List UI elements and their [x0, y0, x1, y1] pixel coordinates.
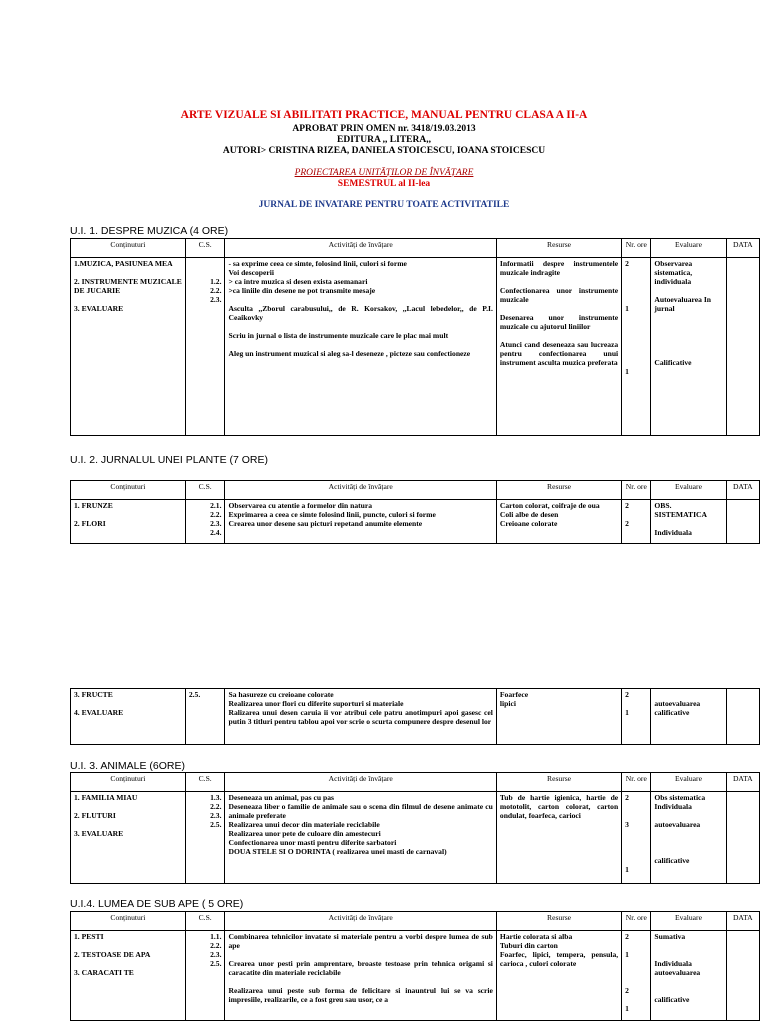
content-cell: 1. FRUNZE 2. FLORI: [71, 500, 186, 544]
table-header-row: [71, 239, 760, 258]
col-header: DATA: [726, 481, 759, 500]
col-header: Resurse: [496, 239, 621, 258]
col-header: C.S.: [185, 481, 225, 500]
activities-cell: Sa hasureze cu creioane colorate Realizarea unor flori cu diferite suporturi si materiale Ralizarea unui desen caruia ii vor atribui cele patru anotimpuri apoi gasesc cel putin 3 titluri pentru tablou apoi vor scrie o scurta compunere despre desenul lor: [225, 689, 496, 745]
date-cell: [726, 689, 759, 745]
col-header: Evaluare: [651, 481, 726, 500]
unit-3-table: [70, 772, 760, 884]
table-row: [71, 500, 760, 544]
table-row: [71, 792, 760, 884]
cs-cell: 2.1. 2.2. 2.3. 2.4.: [185, 500, 225, 544]
col-header: C.S.: [185, 239, 225, 258]
date-cell: [726, 792, 759, 884]
resources-cell: Hartie colorata si alba Tuburi din carton Foarfec, lipici, tempera, pensula, carioca , culori colorate: [496, 931, 621, 1021]
col-header: Evaluare: [651, 773, 726, 792]
col-header: Resurse: [496, 912, 621, 931]
semester-heading: SEMESTRUL al II-lea: [337, 179, 431, 189]
content-cell: 1.MUZICA, PASIUNEA MEA 2. INSTRUMENTE MUZICALE DE JUCARIE 3. EVALUARE: [71, 258, 186, 436]
cs-cell: 1.2. 2.2. 2.3.: [185, 258, 225, 436]
col-header: Resurse: [496, 773, 621, 792]
table-header-row: [71, 912, 760, 931]
col-header: Conținuturi: [71, 912, 186, 931]
col-header: Nr. ore: [622, 481, 651, 500]
col-header: Activități de învățare: [225, 481, 496, 500]
col-header: Conținuturi: [71, 239, 186, 258]
col-header: Activități de învățare: [225, 239, 496, 258]
evaluation-cell: autoevaluarea calificative: [651, 689, 726, 745]
activities-cell: Combinarea tehnicilor invatate si materiale pentru a vorbi despre lumea de sub ape Crearea unor pesti prin amprentare, broaste testoase prin tehnica origami si caracatite din materiale reciclabile Realizarea unui peste sub forma de felicitare si inauntrul lui se va scrie impresiile, realizarile, ce a fost greu sau usor, ce a: [225, 931, 496, 1021]
table-row: [71, 258, 760, 436]
evaluation-cell: Observarea sistematica, individuala Autoevaluarea In jurnal Calificative: [651, 258, 726, 436]
journal-heading: JURNAL DE INVATARE PENTRU TOATE ACTIVITATILE: [258, 200, 510, 210]
col-header: DATA: [726, 773, 759, 792]
col-header: Evaluare: [651, 912, 726, 931]
document-title: ARTE VIZUALE SI ABILITATI PRACTICE, MANUAL PENTRU CLASA A II-A: [180, 109, 588, 121]
activities-cell: Deseneaza un animal, pas cu pas Deseneaza liber o familie de animale sau o scena din filmul de desene animate cu animale preferate Realizarea unui decor din materiale reciclabile Realizarea unor pete de culoare din amestecuri Confectionarea unor masti pentru diferite sarbatori DOUA STELE SI O DORINTA ( realizarea unei masti de carnaval): [225, 792, 496, 884]
hours-cell: 2 2: [622, 500, 651, 544]
col-header: Resurse: [496, 481, 621, 500]
cs-cell: 2.5.: [185, 689, 225, 745]
col-header: Conținuturi: [71, 773, 186, 792]
date-cell: [726, 931, 759, 1021]
col-header: Evaluare: [651, 239, 726, 258]
table-row: [71, 931, 760, 1021]
col-header: Nr. ore: [622, 773, 651, 792]
hours-cell: 2 1: [622, 689, 651, 745]
unit-2-continued-table: [70, 688, 760, 745]
evaluation-cell: Sumativa Individuala autoevaluarea calificative: [651, 931, 726, 1021]
cs-cell: 1.3. 2.2. 2.3. 2.5.: [185, 792, 225, 884]
col-header: Activități de învățare: [225, 912, 496, 931]
unit-3-title: U.I. 3. ANIMALE (6ORE): [70, 760, 185, 772]
unit-2-title: U.I. 2. JURNALUL UNEI PLANTE (7 ORE): [70, 454, 268, 466]
col-header: DATA: [726, 912, 759, 931]
hours-cell: 2 1 1: [622, 258, 651, 436]
table-header-row: [71, 481, 760, 500]
hours-cell: 2 1 2 1: [622, 931, 651, 1021]
resources-cell: Tub de hartie igienica, hartie de mototolit, carton colorat, carton ondulat, foarfeca, carioci: [496, 792, 621, 884]
col-header: Nr. ore: [622, 239, 651, 258]
col-header: DATA: [726, 239, 759, 258]
unit-1-title: U.I. 1. DESPRE MUZICA (4 ORE): [70, 225, 229, 237]
col-header: C.S.: [185, 912, 225, 931]
evaluation-cell: OBS. SISTEMATICA Individuala: [651, 500, 726, 544]
planning-heading: PROIECTAREA UNITĂȚILOR DE ÎNVĂȚARE: [294, 168, 474, 178]
col-header: Activități de învățare: [225, 773, 496, 792]
authors-line: AUTORI> CRISTINA RIZEA, DANIELA STOICESCU, IOANA STOICESCU: [222, 146, 546, 156]
content-cell: 1. PESTI 2. TESTOASE DE APA 3. CARACATI TE: [71, 931, 186, 1021]
unit-4-table: [70, 911, 760, 1021]
unit-1-table: [70, 238, 760, 436]
activities-cell: Observarea cu atentie a formelor din natura Exprimarea a ceea ce simte folosind linii, puncte, culori si forme Crearea unor desene sau picturi repetand anumite elemente: [225, 500, 496, 544]
approval-line: APROBAT PRIN OMEN nr. 3418/19.03.2013: [292, 124, 476, 134]
col-header: Conținuturi: [71, 481, 186, 500]
hours-cell: 2 3 1: [622, 792, 651, 884]
resources-cell: Foarfece lipici: [496, 689, 621, 745]
publisher-line: EDITURA ,, LITERA,,: [337, 135, 431, 145]
content-cell: 1. FAMILIA MIAU 2. FLUTURI 3. EVALUARE: [71, 792, 186, 884]
unit-4-title: U.I.4. LUMEA DE SUB APE ( 5 ORE): [70, 898, 244, 910]
date-cell: [726, 258, 759, 436]
resources-cell: Informatii despre instrumentele muzicale indragite Confectionarea unor instrumente muzicale Desenarea unor instrumente muzicale cu ajutorul liniilor Atunci cand deseneaza sau lucreaza pentru confectionarea unui instrument asculta muzica preferata: [496, 258, 621, 436]
col-header: C.S.: [185, 773, 225, 792]
evaluation-cell: Obs sistematica Individuala autoevaluarea calificative: [651, 792, 726, 884]
table-header-row: [71, 773, 760, 792]
date-cell: [726, 500, 759, 544]
col-header: Nr. ore: [622, 912, 651, 931]
unit-2-table: [70, 480, 760, 544]
resources-cell: Carton colorat, coifraje de oua Coli albe de desen Creioane colorate: [496, 500, 621, 544]
content-cell: 3. FRUCTE 4. EVALUARE: [71, 689, 186, 745]
cs-cell: 1.1. 2.2. 2.3. 2.5.: [185, 931, 225, 1021]
table-row: [71, 689, 760, 745]
activities-cell: - sa exprime ceea ce simte, folosind linii, culori si forme Voi descoperii > ca intre muzica si desen exista asemanari >ca liniile din desene ne pot transmite mesaje Asculta ,,Zborul carabusului,, de R. Korsakov, ,,Lacul lebedelor,, de P.I. Ceaikovky Scriu in jurnal o lista de instrumente muzicale care le plac mai mult Aleg un instrument muzical si aleg sa-l deseneze , picteze sau confectioneze: [225, 258, 496, 436]
